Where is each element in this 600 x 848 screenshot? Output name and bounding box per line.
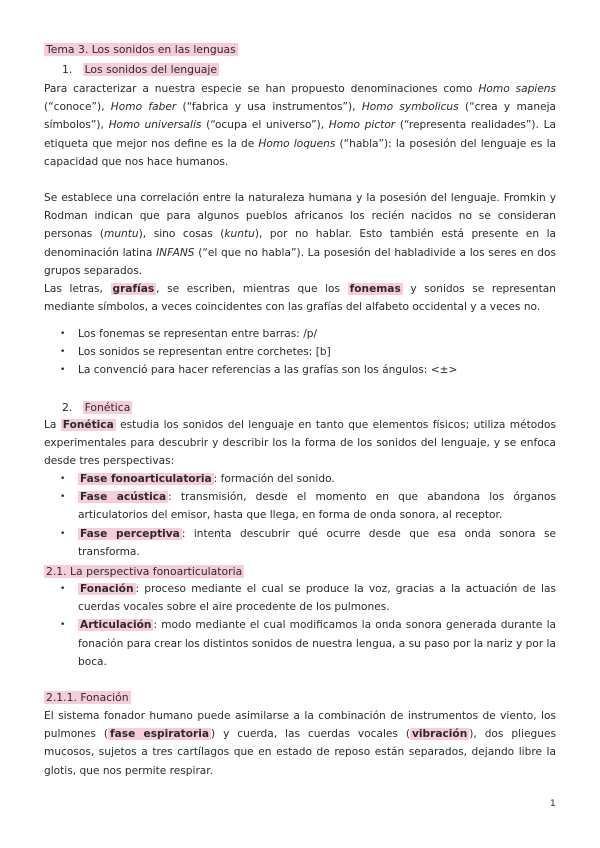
list-item: • Los fonemas se representan entre barras: /p/ (58, 325, 556, 343)
bullet-icon: • (60, 528, 66, 539)
paragraph-grafias: Las letras, grafías , se escriben, mientras que los fonemas y sonidos se representan mediante símbolos, a veces coincidentes con las grafías del alfabeto occidental y a veces no. (44, 283, 557, 314)
bullet-icon: • (60, 365, 66, 376)
paragraph-fonacion: El sistema fonador humano puede asimilarse a la combinación de instrumentos de viento, los pulmones ( fase espiratoria ) y cuerda, las cuerdas vocales ( vibración ), dos pliegues mucosos, sujetos a tres cartílagos que en estado de reposo están separados, dejando libre la glotis, que nos permite respirar. (44, 710, 556, 777)
chapter-title: Tema 3. Los sonidos en las lenguas (46, 43, 236, 56)
fonoarticulatoria-list (58, 580, 556, 671)
paragraph-homo: Para caracterizar a nuestra especie se han propuesto denominaciones como Homo sapiens (“conoce”), Homo faber (“fabrica y usa instrumentos”), Homo symbolicus (“crea y maneja símbolos”), Homo universalis (“ocupa el universo”), Homo pictor (“representa realidades”). La etiqueta que mejor nos define es la de Homo loquens (“habla”): la posesión del lenguaje es la capacidad que nos hace humanos. (44, 83, 557, 168)
subsection-heading-2-1: 2.1. La perspectiva fonoarticulatoria (46, 565, 243, 578)
list-item: • Articulación : modo mediante el cual modificamos la onda sonora generada durante la fonación para crear los distintos sonidos de nuestra lengua, a su paso por la nariz y por la boca. (58, 616, 556, 671)
notation-list (58, 325, 556, 380)
phases-list (58, 470, 556, 561)
bullet-icon: • (60, 584, 66, 594)
bullet-icon: • (60, 620, 66, 631)
list-item: • Fase perceptiva : intenta descubrir qué ocurre desde que esa onda sonora se transforma. (58, 525, 556, 561)
subsection-heading-2-1-1: 2.1.1. Fonación (46, 691, 129, 704)
list-item: • Fase acústica : transmisión, desde el momento en que abandona los órganos articulatorios del emisor, hasta que llega, en forma de onda sonora, al receptor. (58, 488, 556, 524)
bullet-icon: • (60, 329, 66, 339)
page-number: 1 (550, 799, 556, 809)
bullet-icon: • (60, 347, 66, 358)
list-item: • Fase fonoarticulatoria : formación del sonido. (58, 470, 556, 488)
list-item: • Los sonidos se representan entre corchetes: [b] (58, 343, 556, 361)
bullet-icon: • (60, 474, 66, 484)
section-heading-1: 1. Los sonidos del lenguaje (62, 63, 218, 76)
list-item: • La convenció para hacer referencias a las grafías son los ángulos: <±> (58, 361, 556, 379)
list-item: • Fonación : proceso mediante el cual se produce la voz, gracias a la actuación de las cuerdas vocales sobre el aire procedente de los pulmones. (58, 580, 556, 616)
paragraph-correlacion: Se establece una correlación entre la naturaleza humana y la posesión del lenguaje. Fromkin y Rodman indican que para algunos pueblos africanos los recién nacidos no se consideran personas (muntu), sino cosas (kuntu), por no hablar. Esto también está presente en la denominación latina INFANS (“el que no habla”). La posesión del habladivide a los seres en dos grupos separados. (44, 192, 557, 277)
bullet-icon: • (60, 492, 66, 503)
section-heading-2: 2. Fonética (62, 401, 131, 414)
paragraph-fonetica: La Fonética estudia los sonidos del lenguaje en tanto que elementos físicos; utiliza métodos experimentales para descubrir y describir los la forma de los sonidos del lenguaje, y se enfoca desde tres perspectivas: (44, 419, 556, 468)
